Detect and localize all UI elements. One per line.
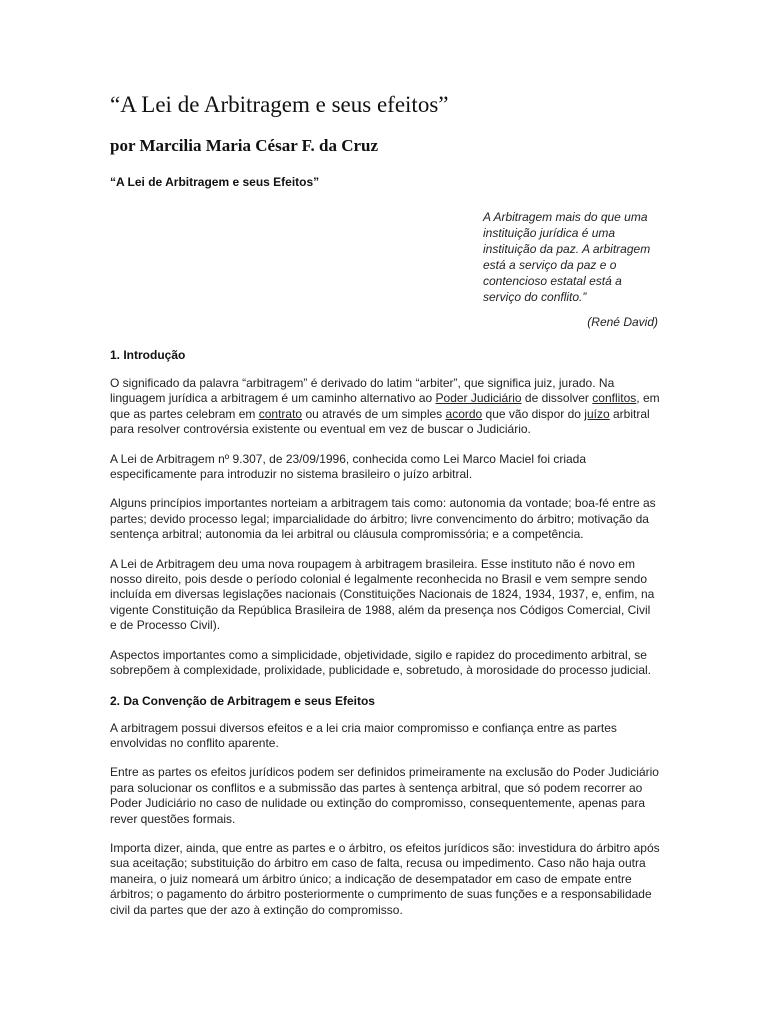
link-contrato[interactable]: contrato — [258, 406, 303, 421]
link-acordo[interactable]: acordo — [445, 406, 483, 421]
paragraph: A Lei de Arbitragem deu uma nova roupagem à arbitragem brasileira. Esse instituto não é novo em nosso direito, pois desde o período colonial é legalmente reconhecida no Brasil e vem sempre sendo incluída em diversas legislações nacionais (Constituições Nacionais de 1824, 1934, 1937, e, enfim, na vigente Constituição da República Brasileira de 1988, além da presença nos Códigos Comercial, Civil e de Processo Civil). — [110, 556, 655, 633]
text-span: ou através de um simples — [302, 406, 446, 421]
section-heading-introducao: 1. Introdução — [110, 348, 186, 362]
text-span: que vão dispor do — [482, 406, 585, 421]
paragraph: A Lei de Arbitragem nº 9.307, de 23/09/1996, conhecida como Lei Marco Maciel foi criada especificamente para introduzir no sistema brasileiro o juízo arbitral. — [110, 451, 587, 482]
text-span: , em que as partes celebram em — [110, 391, 660, 421]
text-span: arbitral para resolver controvérsia existente ou eventual em vez de buscar o Judiciário. — [110, 406, 650, 437]
document-author: por Marcilia Maria César F. da Cruz — [110, 136, 379, 155]
link-conflitos[interactable]: conflitos — [592, 391, 637, 406]
paragraph: A arbitragem possui diversos efeitos e a lei cria maior compromisso e confiança entre as partes envolvidas no conflito aparente. — [110, 720, 617, 750]
text-span: de dissolver — [521, 391, 593, 406]
document-subtitle: “A Lei de Arbitragem e seus Efeitos” — [110, 175, 320, 189]
epigraph-quote: A Arbitragem mais do que uma instituição jurídica é uma instituição da paz. A arbitragem está a serviço da paz e o contencioso estatal está a serviço do conflito.” — [483, 210, 651, 304]
document-title: “A Lei de Arbitragem e seus efeitos” — [110, 92, 449, 117]
link-poder-judiciario[interactable]: Poder Judiciário — [435, 391, 522, 406]
paragraph: Importa dizer, ainda, que entre as partes e o árbitro, os efeitos jurídicos são: investidura do árbitro após sua aceitação; substituição do árbitro em caso de falta, recusa ou impedimento. Caso não haja outra maneira, o juiz nomeará um árbitro único; a indicação de desempatador em caso de empate entre árbitros; o pagamento do árbitro posteriormente o cumprimento de suas funções e a responsabilidade civil da partes que der azo à extinção do compromisso. — [110, 840, 660, 917]
paragraph: Alguns princípios importantes norteiam a arbitragem tais como: autonomia da vontade; boa-fé entre as partes; devido processo legal; imparcialidade do árbitro; livre convencimento do árbitro; motivação da sentença arbitral; autonomia da lei arbitral ou cláusula compromissória; e a competência. — [110, 496, 656, 542]
text-span: O significado da palavra “arbitragem” é derivado do latim “arbiter”, que significa juiz, jurado. Na linguagem jurídica a arbitragem é um caminho alternativo ao — [110, 376, 615, 406]
paragraph — [110, 376, 660, 438]
section-heading-convencao: 2. Da Convenção de Arbitragem e seus Efeitos — [110, 693, 375, 708]
paragraph: Entre as partes os efeitos jurídicos podem ser definidos primeiramente na exclusão do Poder Judiciário para solucionar os conflitos e a submissão das partes à sentença arbitral, que só podem recorrer ao Poder Judiciário no caso de nulidade ou extinção do compromisso, consequentemente, apenas para rever questões formais. — [110, 765, 659, 826]
epigraph-attribution: (René David) — [587, 315, 658, 329]
paragraph: Aspectos importantes como a simplicidade, objetividade, sigilo e rapidez do procedimento arbitral, se sobrepõem à complexidade, prolixidade, publicidade e, sobretudo, à morosidade do processo judicial. — [110, 647, 651, 678]
link-juizo[interactable]: juízo — [584, 406, 610, 421]
document-body — [110, 347, 660, 932]
